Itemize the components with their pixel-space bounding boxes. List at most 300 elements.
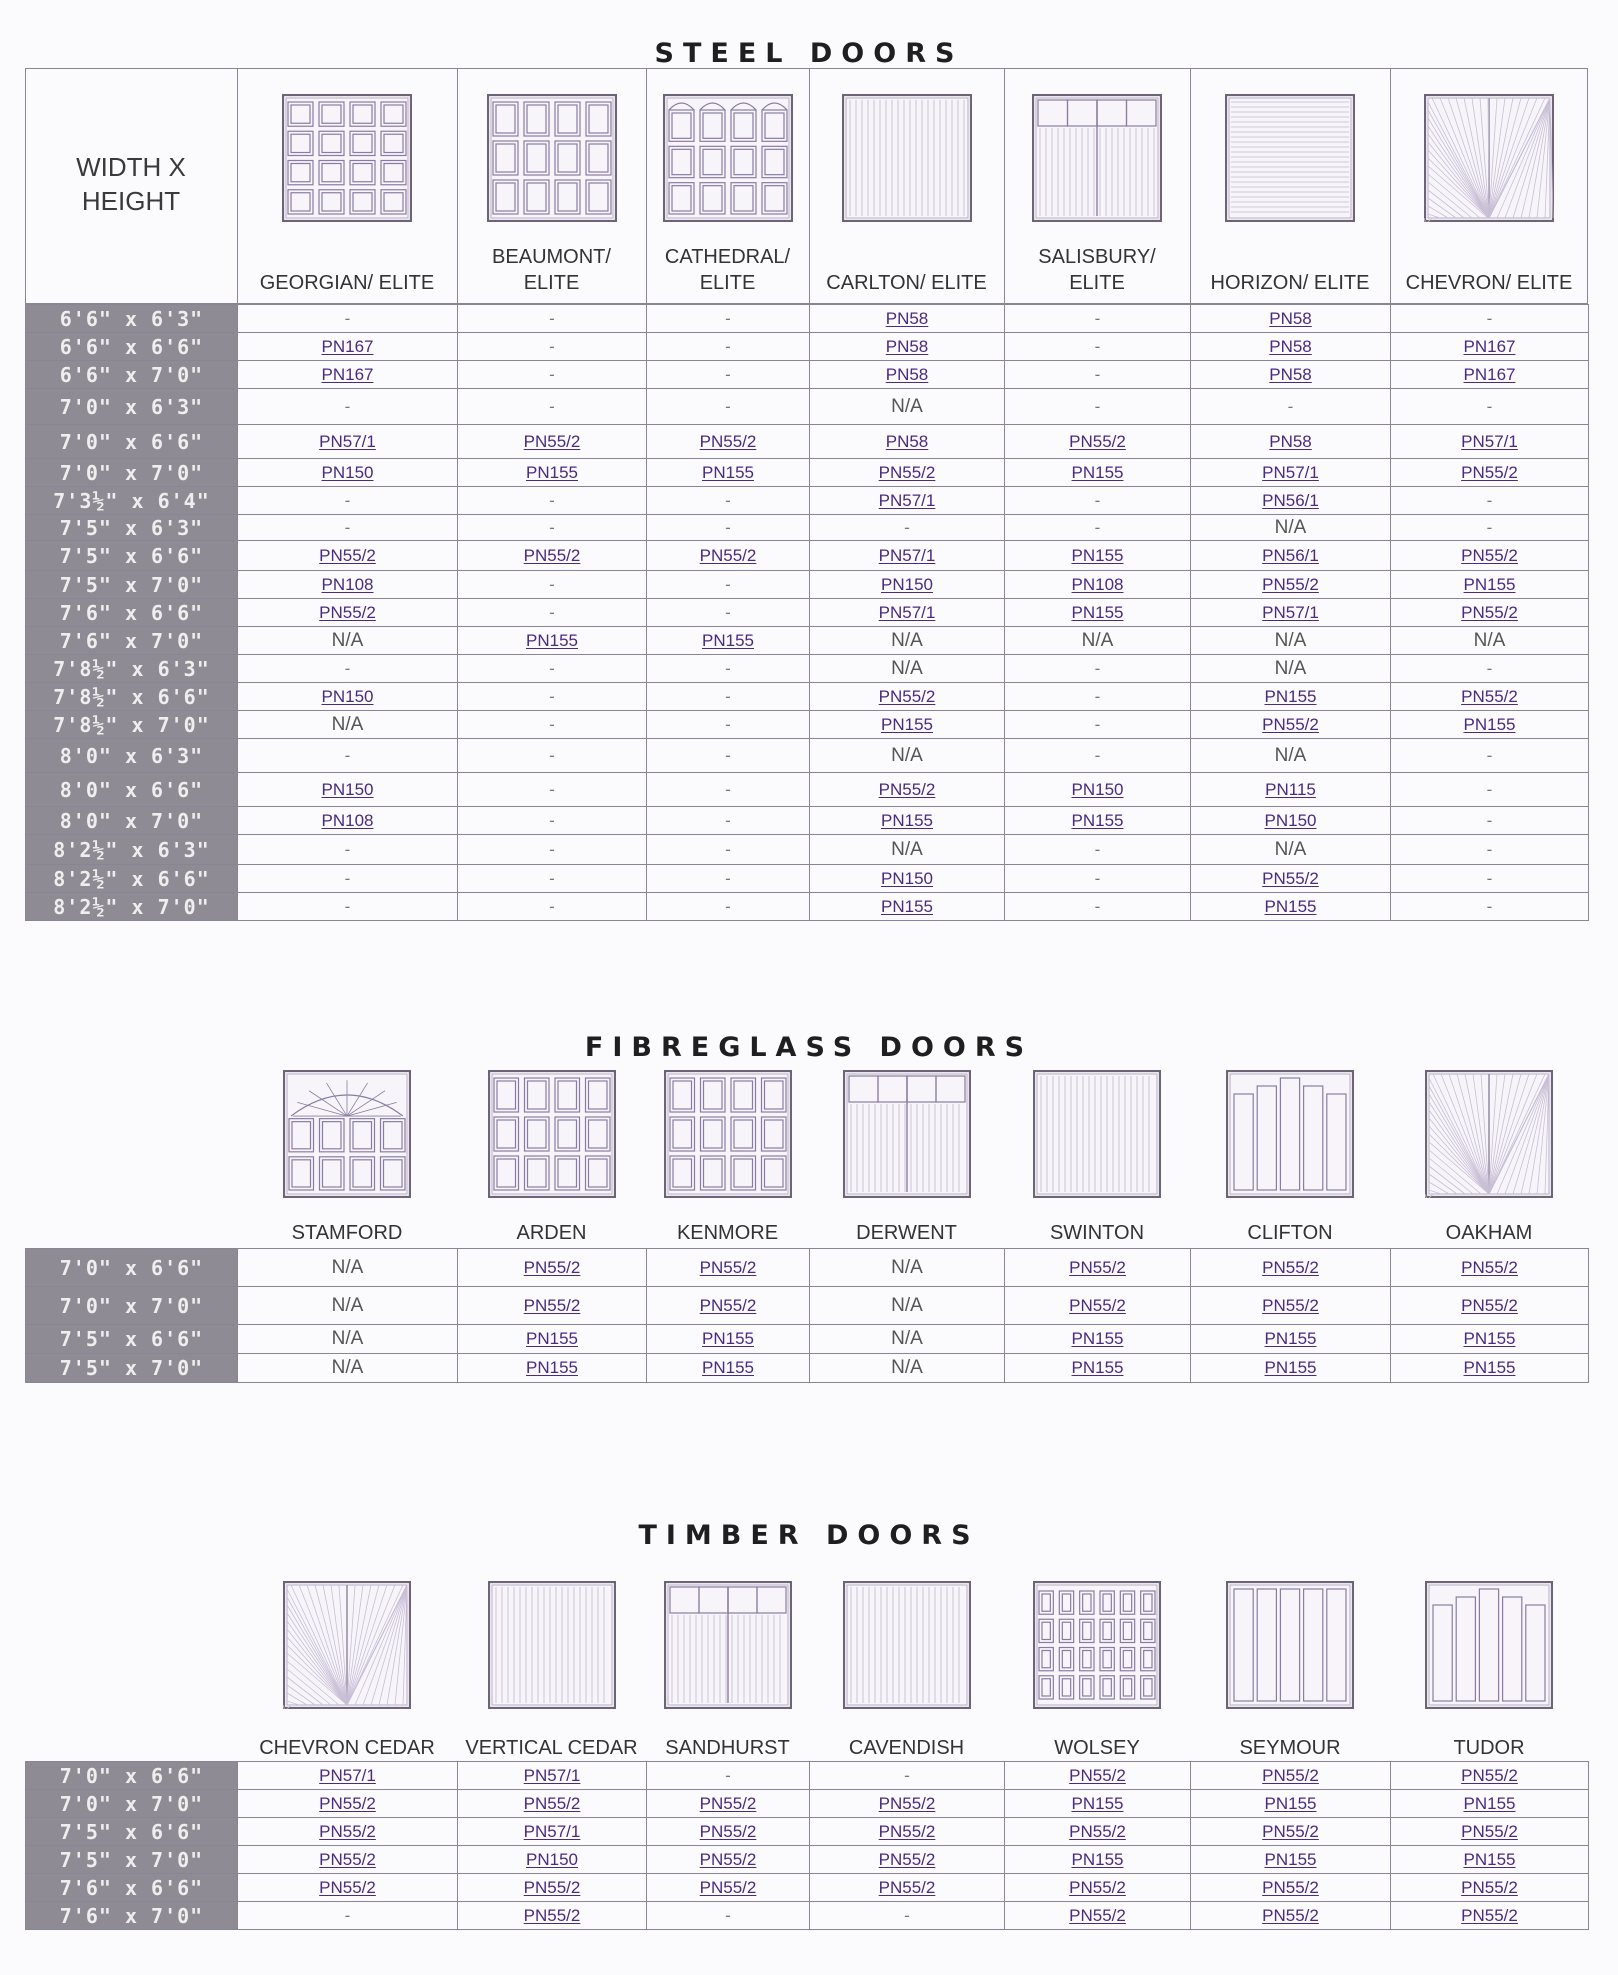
- fibreglass-size-table: [25, 1248, 1589, 1383]
- part-number-link[interactable]: PN57/1: [1262, 602, 1319, 622]
- part-number-link[interactable]: PN58: [885, 336, 929, 356]
- part-number-link[interactable]: PN155: [1071, 1329, 1124, 1348]
- part-number-link[interactable]: PN155: [1071, 545, 1124, 565]
- part-number-cell: [1391, 541, 1589, 571]
- door-size-label: 8'2½" x 7'0": [26, 893, 238, 921]
- part-number-link[interactable]: PN55/2: [319, 1793, 376, 1813]
- part-number-cell: [458, 571, 647, 599]
- part-number-cell: [1191, 1287, 1391, 1325]
- part-number-link[interactable]: PN108: [1071, 574, 1124, 594]
- part-number-cell: [458, 835, 647, 865]
- part-number-cell: [458, 865, 647, 893]
- part-number-cell: [1005, 571, 1191, 599]
- door-name: TUDOR: [1453, 1737, 1525, 1759]
- part-number-link[interactable]: PN55/2: [1069, 1257, 1126, 1277]
- part-number-cell: [238, 683, 458, 711]
- part-number-cell: [1391, 739, 1589, 773]
- part-number-cell: [1005, 599, 1191, 627]
- part-number-link[interactable]: PN150: [321, 686, 374, 706]
- part-number-cell: [647, 835, 810, 865]
- not-offered-dash: -: [1486, 810, 1493, 830]
- part-number-cell: [1191, 835, 1391, 865]
- part-number-cell: [810, 541, 1005, 571]
- part-number-link[interactable]: PN55/2: [699, 1295, 757, 1315]
- door-name: KENMORE: [676, 1222, 779, 1244]
- door-name: DERWENT: [856, 1222, 957, 1244]
- part-number-link[interactable]: PN155: [1264, 1329, 1317, 1348]
- part-number-cell: [1191, 627, 1391, 655]
- not-offered-dash: -: [344, 490, 351, 510]
- part-number-cell: [810, 1354, 1005, 1383]
- part-number-link[interactable]: PN55/2: [1461, 686, 1518, 706]
- not-offered-dash: -: [549, 686, 555, 706]
- not-offered-dash: -: [344, 896, 351, 916]
- not-offered-dash: -: [725, 810, 731, 830]
- part-number-cell: [238, 1902, 458, 1930]
- not-offered-dash: -: [1094, 336, 1101, 356]
- part-number-link[interactable]: PN155: [526, 630, 578, 650]
- part-number-cell: [1391, 1762, 1589, 1790]
- part-number-cell: [647, 571, 810, 599]
- part-number-link[interactable]: PN57/1: [878, 490, 936, 510]
- part-number-cell: [1391, 515, 1589, 541]
- door-illustration: [283, 1581, 411, 1714]
- part-number-cell: [1191, 389, 1391, 425]
- part-number-link[interactable]: PN155: [702, 1329, 754, 1348]
- part-number-link[interactable]: PN150: [321, 779, 374, 799]
- part-number-link[interactable]: PN155: [526, 462, 578, 482]
- part-number-cell: [810, 1249, 1005, 1287]
- part-number-cell: [1005, 487, 1191, 515]
- part-number-link[interactable]: PN150: [526, 1849, 578, 1869]
- part-number-link[interactable]: PN55/2: [878, 686, 936, 706]
- part-number-cell: [647, 1902, 810, 1930]
- part-number-link[interactable]: PN57/1: [1461, 431, 1518, 451]
- door-illustration: [488, 1581, 616, 1714]
- part-number-cell: [1005, 1790, 1191, 1818]
- part-number-link[interactable]: PN55/2: [1461, 602, 1518, 622]
- part-number-cell: [1005, 1902, 1191, 1930]
- part-number-link[interactable]: PN55/2: [1262, 1765, 1319, 1785]
- part-number-link[interactable]: PN155: [702, 1358, 754, 1377]
- door-illustration: [1226, 1070, 1354, 1203]
- part-number-cell: [1005, 515, 1191, 541]
- part-number-cell: [1391, 599, 1589, 627]
- part-number-link[interactable]: PN155: [1264, 1849, 1317, 1869]
- part-number-link[interactable]: PN55/2: [699, 1793, 757, 1813]
- door-illustration: [1425, 1581, 1553, 1714]
- not-available-text: N/A: [891, 1357, 923, 1378]
- not-offered-dash: -: [725, 1905, 731, 1925]
- part-number-link[interactable]: PN58: [1269, 336, 1312, 356]
- part-number-cell: [1005, 1287, 1191, 1325]
- part-number-link[interactable]: PN108: [321, 574, 374, 594]
- door-illustration: [842, 94, 972, 227]
- part-number-cell: [647, 425, 810, 459]
- part-number-cell: [238, 599, 458, 627]
- part-number-cell: [810, 773, 1005, 807]
- part-number-link[interactable]: PN167: [321, 364, 374, 384]
- not-offered-dash: -: [344, 1905, 351, 1925]
- part-number-cell: [1191, 425, 1391, 459]
- part-number-cell: [458, 389, 647, 425]
- not-offered-dash: -: [549, 896, 555, 916]
- not-available-text: N/A: [331, 1294, 364, 1316]
- part-number-cell: [810, 893, 1005, 921]
- not-available-text: N/A: [891, 1294, 923, 1316]
- part-number-link[interactable]: PN55/2: [1069, 1821, 1126, 1841]
- part-number-cell: [810, 361, 1005, 389]
- part-number-link[interactable]: PN57/1: [523, 1765, 581, 1785]
- not-available-text: N/A: [891, 744, 923, 766]
- part-number-cell: [1391, 459, 1589, 487]
- part-number-link[interactable]: PN155: [1071, 1358, 1124, 1377]
- part-number-link[interactable]: PN55/2: [878, 1849, 936, 1869]
- door-size-label: 6'6" x 7'0": [26, 361, 238, 389]
- part-number-cell: [810, 1874, 1005, 1902]
- part-number-cell: [238, 1874, 458, 1902]
- part-number-link[interactable]: PN155: [702, 630, 754, 650]
- not-available-text: N/A: [331, 713, 364, 735]
- part-number-link[interactable]: PN55/2: [699, 431, 757, 451]
- part-number-link[interactable]: PN155: [1264, 1358, 1317, 1377]
- part-number-link[interactable]: PN55/2: [319, 1821, 376, 1841]
- part-number-link[interactable]: PN155: [1463, 1849, 1516, 1869]
- not-available-text: N/A: [1473, 629, 1506, 651]
- door-illustration: [663, 94, 793, 227]
- part-number-cell: [458, 1846, 647, 1874]
- part-number-link[interactable]: PN58: [885, 431, 929, 451]
- part-number-cell: [458, 1790, 647, 1818]
- part-number-link[interactable]: PN55/2: [1262, 1295, 1319, 1315]
- part-number-cell: [810, 739, 1005, 773]
- not-offered-dash: -: [725, 839, 731, 859]
- part-number-link[interactable]: PN150: [321, 462, 374, 482]
- part-number-link[interactable]: PN57/1: [319, 431, 376, 451]
- part-number-link[interactable]: PN55/2: [1069, 1877, 1126, 1897]
- part-number-link[interactable]: PN55/2: [1069, 431, 1126, 451]
- part-number-cell: [1191, 739, 1391, 773]
- part-number-link[interactable]: PN58: [1269, 431, 1312, 451]
- part-number-cell: [238, 627, 458, 655]
- part-number-cell: [1191, 1818, 1391, 1846]
- part-number-link[interactable]: PN155: [1264, 1793, 1317, 1813]
- table-row: [26, 893, 1589, 921]
- part-number-link[interactable]: PN55/2: [1262, 574, 1319, 594]
- part-number-link[interactable]: PN155: [1463, 714, 1516, 734]
- part-number-cell: [1005, 627, 1191, 655]
- part-number-cell: [647, 515, 810, 541]
- part-number-cell: [238, 865, 458, 893]
- not-offered-dash: -: [725, 602, 731, 622]
- part-number-link[interactable]: PN55/2: [1461, 462, 1518, 482]
- part-number-link[interactable]: PN55/2: [523, 1295, 581, 1315]
- door-illustration: [664, 1581, 792, 1714]
- table-row: [26, 773, 1589, 807]
- part-number-link[interactable]: PN58: [885, 308, 929, 328]
- part-number-link[interactable]: PN55/2: [1262, 714, 1319, 734]
- part-number-cell: [810, 655, 1005, 683]
- part-number-link[interactable]: PN155: [1071, 462, 1124, 482]
- not-offered-dash: -: [344, 839, 351, 859]
- part-number-cell: [810, 459, 1005, 487]
- part-number-cell: [458, 459, 647, 487]
- part-number-link[interactable]: PN56/1: [1262, 490, 1319, 510]
- part-number-cell: [1005, 893, 1191, 921]
- part-number-cell: [1391, 1790, 1589, 1818]
- part-number-link[interactable]: PN167: [321, 336, 374, 356]
- part-number-link[interactable]: PN55/2: [1262, 1905, 1319, 1925]
- part-number-link[interactable]: PN55/2: [878, 462, 936, 482]
- part-number-link[interactable]: PN55/2: [699, 545, 757, 565]
- part-number-link[interactable]: PN55/2: [1461, 545, 1518, 565]
- table-row: [26, 305, 1589, 333]
- part-number-cell: [647, 1874, 810, 1902]
- table-row: [26, 599, 1589, 627]
- not-available-text: N/A: [1081, 629, 1114, 651]
- part-number-link[interactable]: PN155: [1071, 1849, 1124, 1869]
- part-number-link[interactable]: PN55/2: [523, 1257, 581, 1277]
- table-row: [26, 711, 1589, 739]
- part-number-link[interactable]: PN155: [526, 1358, 578, 1377]
- part-number-cell: [1391, 1354, 1589, 1383]
- door-size-label: 8'2½" x 6'6": [26, 865, 238, 893]
- not-offered-dash: -: [725, 1765, 731, 1785]
- part-number-cell: [1005, 1818, 1191, 1846]
- part-number-link[interactable]: PN55/2: [1069, 1295, 1126, 1315]
- timber-doors-section: [25, 1565, 1588, 1930]
- part-number-cell: [1191, 1762, 1391, 1790]
- part-number-link[interactable]: PN58: [885, 364, 929, 384]
- part-number-link[interactable]: PN55/2: [1461, 1877, 1518, 1897]
- not-offered-dash: -: [344, 308, 351, 328]
- part-number-link[interactable]: PN155: [1264, 896, 1317, 916]
- part-number-cell: [810, 1846, 1005, 1874]
- part-number-link[interactable]: PN155: [881, 896, 933, 916]
- part-number-link[interactable]: PN115: [1265, 779, 1316, 799]
- part-number-link[interactable]: PN55/2: [523, 1905, 581, 1925]
- part-number-cell: [458, 515, 647, 541]
- part-number-link[interactable]: PN55/2: [319, 545, 376, 565]
- part-number-link[interactable]: PN55/2: [1262, 1257, 1319, 1277]
- part-number-cell: [647, 739, 810, 773]
- part-number-cell: [810, 487, 1005, 515]
- door-size-label: 8'0" x 6'3": [26, 739, 238, 773]
- part-number-cell: [458, 683, 647, 711]
- door-name: WOLSEY: [1054, 1737, 1140, 1759]
- part-number-link[interactable]: PN55/2: [699, 1821, 757, 1841]
- part-number-cell: [1191, 459, 1391, 487]
- part-number-link[interactable]: PN57/1: [878, 602, 936, 622]
- timber-doors-title: TIMBER DOORS: [638, 1520, 980, 1551]
- table-row: [26, 1846, 1589, 1874]
- part-number-cell: [1391, 1902, 1589, 1930]
- part-number-link[interactable]: PN55/2: [878, 1877, 936, 1897]
- part-number-link[interactable]: PN55/2: [523, 1877, 581, 1897]
- part-number-cell: [810, 389, 1005, 425]
- part-number-link[interactable]: PN55/2: [1262, 1877, 1319, 1897]
- part-number-cell: [647, 459, 810, 487]
- part-number-cell: [1191, 711, 1391, 739]
- part-number-link[interactable]: PN167: [1463, 336, 1516, 356]
- door-name: GEORGIAN/ ELITE: [259, 272, 435, 294]
- fibreglass-doors-section: [25, 1060, 1588, 1383]
- part-number-cell: [458, 1902, 647, 1930]
- part-number-cell: [1005, 305, 1191, 333]
- door-size-label: 7'0" x 6'6": [26, 1762, 238, 1790]
- part-number-cell: [1191, 1249, 1391, 1287]
- part-number-link[interactable]: PN167: [1463, 364, 1516, 384]
- part-number-cell: [1391, 773, 1589, 807]
- part-number-link[interactable]: PN57/1: [523, 1821, 581, 1841]
- part-number-link[interactable]: PN57/1: [878, 545, 936, 565]
- table-row: [26, 1325, 1589, 1354]
- part-number-link[interactable]: PN55/2: [699, 1257, 757, 1277]
- part-number-link[interactable]: PN55/2: [878, 1793, 936, 1813]
- part-number-cell: [458, 807, 647, 835]
- part-number-link[interactable]: PN55/2: [1069, 1905, 1126, 1925]
- table-row: [26, 865, 1589, 893]
- part-number-cell: [647, 1249, 810, 1287]
- door-size-label: 6'6" x 6'3": [26, 305, 238, 333]
- part-number-cell: [1005, 1846, 1191, 1874]
- part-number-link[interactable]: PN55/2: [1262, 868, 1319, 888]
- part-number-link[interactable]: PN55/2: [699, 1849, 757, 1869]
- part-number-link[interactable]: PN55/2: [1069, 1765, 1126, 1785]
- part-number-cell: [238, 425, 458, 459]
- part-number-link[interactable]: PN55/2: [319, 1849, 376, 1869]
- part-number-cell: [1191, 305, 1391, 333]
- part-number-cell: [1005, 1762, 1191, 1790]
- part-number-cell: [458, 893, 647, 921]
- part-number-link[interactable]: PN55/2: [878, 1821, 936, 1841]
- part-number-link[interactable]: PN155: [1463, 1793, 1516, 1813]
- part-number-cell: [458, 487, 647, 515]
- part-number-link[interactable]: PN55/2: [878, 779, 936, 799]
- not-available-text: N/A: [891, 395, 923, 417]
- part-number-link[interactable]: PN58: [1269, 364, 1312, 384]
- part-number-cell: [238, 1249, 458, 1287]
- part-number-cell: [647, 541, 810, 571]
- part-number-link[interactable]: PN155: [1264, 686, 1317, 706]
- part-number-link[interactable]: PN155: [526, 1329, 578, 1348]
- part-number-cell: [458, 425, 647, 459]
- part-number-link[interactable]: PN58: [1269, 308, 1312, 328]
- part-number-link[interactable]: PN55/2: [1461, 1295, 1518, 1315]
- part-number-link[interactable]: PN55/2: [1461, 1821, 1518, 1841]
- part-number-link[interactable]: PN57/1: [319, 1765, 376, 1785]
- part-number-link[interactable]: PN155: [1463, 574, 1516, 594]
- not-offered-dash: -: [725, 779, 731, 799]
- part-number-link[interactable]: PN55/2: [1461, 1905, 1518, 1925]
- part-number-link[interactable]: PN55/2: [1461, 1257, 1518, 1277]
- part-number-link[interactable]: PN57/1: [1262, 462, 1319, 482]
- part-number-link[interactable]: PN155: [1463, 1329, 1516, 1348]
- part-number-cell: [647, 865, 810, 893]
- part-number-link[interactable]: PN155: [1071, 602, 1124, 622]
- part-number-link[interactable]: PN108: [321, 810, 374, 830]
- part-number-cell: [810, 1325, 1005, 1354]
- door-illustration: [1425, 1070, 1553, 1203]
- part-number-cell: [647, 1790, 810, 1818]
- part-number-link[interactable]: PN155: [881, 810, 933, 830]
- part-number-cell: [238, 1287, 458, 1325]
- door-illustration: [488, 1070, 616, 1203]
- part-number-link[interactable]: PN55/2: [523, 1793, 581, 1813]
- part-number-cell: [458, 1762, 647, 1790]
- part-number-link[interactable]: PN55/2: [319, 1877, 376, 1897]
- part-number-link[interactable]: PN155: [1071, 810, 1124, 830]
- part-number-link[interactable]: PN150: [881, 868, 933, 888]
- part-number-cell: [1005, 1874, 1191, 1902]
- not-offered-dash: -: [1094, 308, 1101, 328]
- door-size-label: 7'5" x 6'6": [26, 1325, 238, 1354]
- part-number-cell: [238, 1790, 458, 1818]
- part-number-cell: [1005, 773, 1191, 807]
- part-number-link[interactable]: PN150: [1071, 779, 1124, 799]
- door-name: CHEVRON/ ELITE: [1405, 272, 1573, 294]
- not-available-text: N/A: [891, 657, 923, 679]
- not-offered-dash: -: [1486, 779, 1493, 799]
- not-offered-dash: -: [549, 517, 555, 537]
- door-name: HORIZON/ ELITE: [1210, 272, 1370, 294]
- part-number-link[interactable]: PN55/2: [523, 431, 581, 451]
- door-name: SALISBURY/ ELITE: [1038, 246, 1156, 294]
- part-number-link[interactable]: PN55/2: [699, 1877, 757, 1897]
- part-number-link[interactable]: PN55/2: [319, 602, 376, 622]
- fibreglass-doors-title: FIBREGLASS DOORS: [584, 1032, 1034, 1063]
- part-number-cell: [1005, 655, 1191, 683]
- part-number-link[interactable]: PN56/1: [1262, 545, 1319, 565]
- part-number-cell: [1391, 711, 1589, 739]
- part-number-link[interactable]: PN55/2: [1262, 1821, 1319, 1841]
- part-number-cell: [810, 807, 1005, 835]
- not-offered-dash: -: [1094, 658, 1101, 678]
- not-offered-dash: -: [1094, 490, 1101, 510]
- not-available-text: N/A: [1274, 629, 1307, 651]
- part-number-cell: [810, 571, 1005, 599]
- part-number-cell: [810, 627, 1005, 655]
- part-number-link[interactable]: PN155: [1463, 1358, 1516, 1377]
- not-offered-dash: -: [549, 868, 555, 888]
- door-size-label: 8'2½" x 6'3": [26, 835, 238, 865]
- part-number-link[interactable]: PN55/2: [523, 545, 581, 565]
- not-offered-dash: -: [1486, 396, 1493, 416]
- part-number-link[interactable]: PN155: [881, 714, 933, 734]
- part-number-cell: [238, 1818, 458, 1846]
- part-number-cell: [238, 333, 458, 361]
- part-number-cell: [238, 571, 458, 599]
- part-number-cell: [1191, 333, 1391, 361]
- part-number-link[interactable]: PN150: [881, 574, 933, 594]
- part-number-link[interactable]: PN150: [1264, 810, 1317, 830]
- part-number-link[interactable]: PN155: [1071, 1793, 1124, 1813]
- not-offered-dash: -: [549, 602, 555, 622]
- part-number-cell: [1005, 541, 1191, 571]
- part-number-cell: [810, 599, 1005, 627]
- part-number-link[interactable]: PN155: [702, 462, 754, 482]
- part-number-cell: [238, 1325, 458, 1354]
- part-number-cell: [238, 305, 458, 333]
- part-number-cell: [647, 1846, 810, 1874]
- part-number-link[interactable]: PN55/2: [1461, 1765, 1518, 1785]
- door-size-label: 7'5" x 7'0": [26, 1354, 238, 1383]
- table-row: [26, 487, 1589, 515]
- part-number-cell: [1005, 683, 1191, 711]
- part-number-cell: [810, 711, 1005, 739]
- part-number-cell: [458, 1818, 647, 1846]
- not-offered-dash: -: [904, 1765, 910, 1785]
